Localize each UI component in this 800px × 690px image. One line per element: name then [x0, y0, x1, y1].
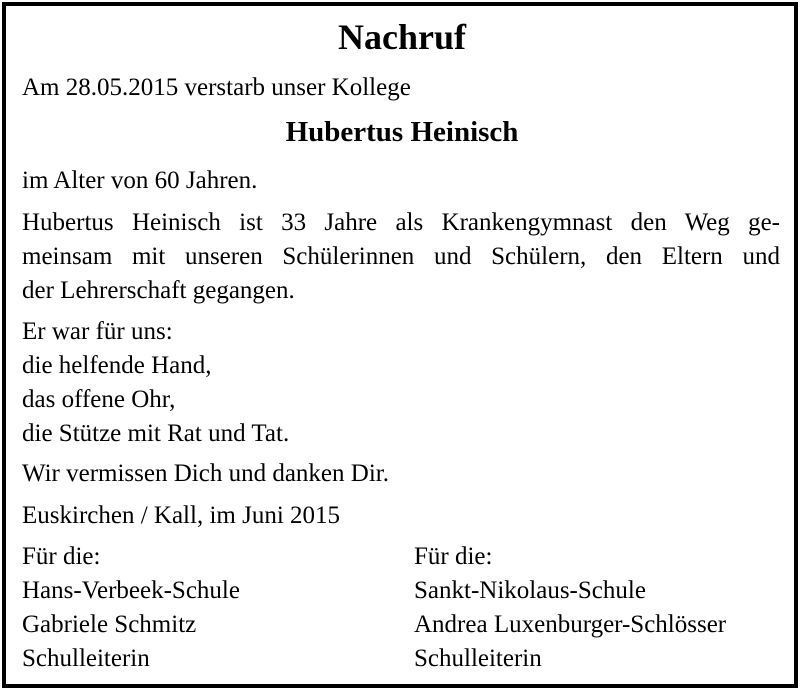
tribute-line: das offene Ohr,	[22, 386, 176, 413]
notice-title: Nachruf	[338, 17, 466, 57]
age-text: im Alter von 60 Jahren.	[22, 167, 258, 194]
signature-for-label: Für die:	[22, 543, 101, 570]
intro-text: Am 28.05.2015 verstarb unser Kollege	[22, 74, 411, 101]
signature-school: Hans-Verbeek-Schule	[22, 577, 240, 604]
tribute-line: die Stütze mit Rat und Tat.	[22, 420, 290, 447]
deceased-name: Hubertus Heinisch	[285, 116, 519, 148]
signature-person: Andrea Luxenburger-Schlösser	[414, 611, 727, 638]
tribute-line: Er war für uns:	[22, 318, 173, 345]
signature-role: Schulleiterin	[414, 645, 542, 672]
signature-for-label: Für die:	[414, 543, 493, 570]
signature-person: Gabriele Schmitz	[22, 611, 197, 638]
paragraph-line: Hubertus Heinisch ist 33 Jahre als Krankengymnast den Weg ge-	[22, 209, 780, 236]
farewell-text: Wir vermissen Dich und danken Dir.	[22, 460, 389, 487]
paragraph-line: meinsam mit unseren Schülerinnen und Schülern, den Eltern und	[22, 243, 780, 270]
signature-role: Schulleiterin	[22, 645, 150, 672]
signature-school: Sankt-Nikolaus-Schule	[414, 577, 646, 604]
tribute-line: die helfende Hand,	[22, 352, 212, 379]
place-date-text: Euskirchen / Kall, im Juni 2015	[22, 502, 341, 529]
paragraph-line: der Lehrerschaft gegangen.	[22, 277, 295, 304]
